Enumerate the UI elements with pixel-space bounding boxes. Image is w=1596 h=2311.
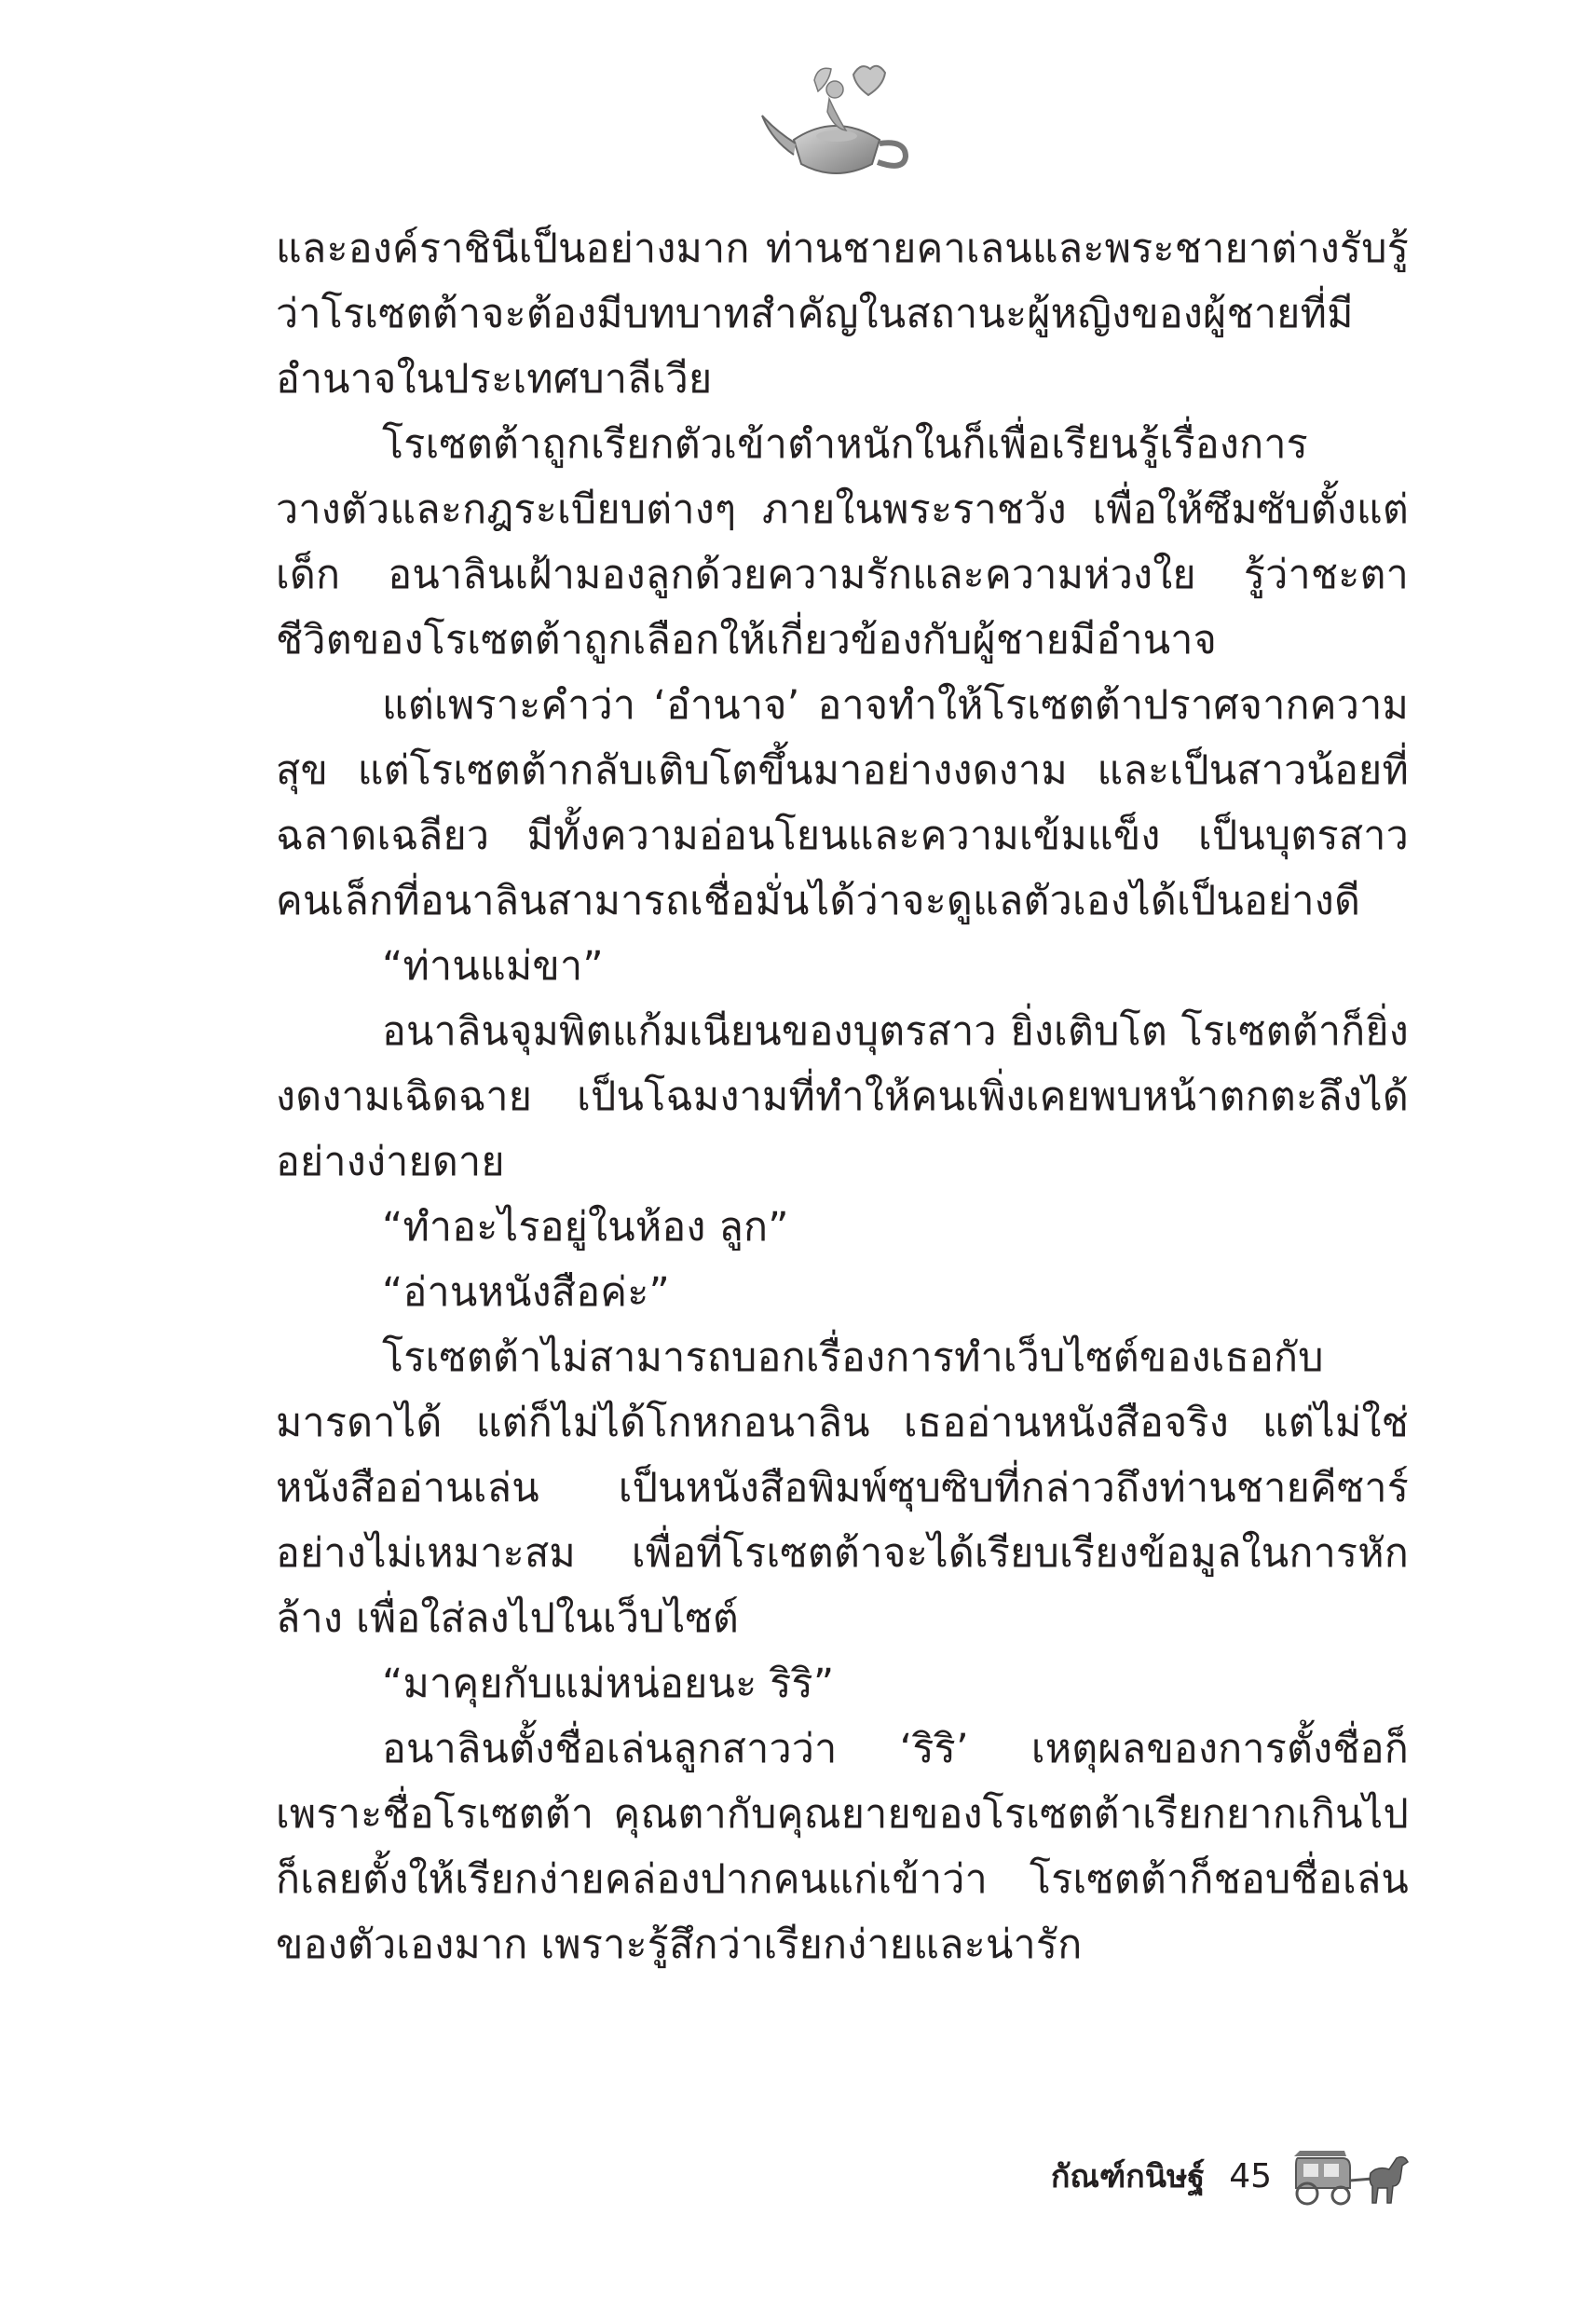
paragraph: โรเซตต้าถูกเรียกตัวเข้าตำหนักในก็เพื่อเรียนรู้เรื่องการวางตัวและกฎระเบียบต่างๆ ภายในพระราชวัง เพื่อให้ซึมซับตั้งแต่เด็ก อนาลินเฝ้ามองลูกด้วยความรักและความห่วงใย รู้ว่าชะตาชีวิตของโรเซตต้าถูกเลือกให้เกี่ยวข้องกับผู้ชายมีอำนาจ	[276, 421, 1409, 663]
page-number: 45	[1229, 2156, 1272, 2195]
dialogue-line: “มาคุยกับแม่หน่อยนะ ริริ”	[382, 1661, 835, 1707]
horse-carriage-icon	[1292, 2145, 1413, 2207]
paragraph: และองค์ราชินีเป็นอย่างมาก ท่านชายคาเลนและพระชายาต่างรับรู้ว่าโรเซตต้าจะต้องมีบทบาทสำคัญในสถานะผู้หญิงของผู้ชายที่มีอำนาจในประเทศบาลีเวีย	[276, 226, 1409, 403]
paragraph: อนาลินตั้งชื่อเล่นลูกสาวว่า ‘ริริ’ เหตุผลของการตั้งชื่อก็เพราะชื่อโรเซตต้า คุณตากับคุณยายของโรเซตต้าเรียกยากเกินไป ก็เลยตั้งให้เรียกง่ายคล่องปากคนแก่เข้าว่า โรเซตต้าก็ชอบชื่อเล่นของตัวเองมาก เพราะรู้สึกว่าเรียกง่ายและน่ารัก	[276, 1726, 1409, 1968]
dialogue-line: “อ่านหนังสือค่ะ”	[382, 1269, 670, 1316]
dialogue-line: “ทำอะไรอยู่ในห้อง ลูก”	[382, 1204, 789, 1251]
body-text	[276, 216, 1409, 1977]
dialogue-line: “ท่านแม่ขา”	[382, 943, 604, 990]
book-title: กัณฑ์กนิษฐ์	[1050, 2158, 1206, 2195]
paragraph: โรเซตต้าไม่สามารถบอกเรื่องการทำเว็บไซต์ของเธอกับมารดาได้ แต่ก็ไม่ได้โกหกอนาลิน เธออ่านหนังสือจริง แต่ไม่ใช่หนังสืออ่านเล่น เป็นหนังสือพิมพ์ซุบซิบที่กล่าวถึงท่านชายคีซาร์อย่างไม่เหมาะสม เพื่อที่โรเซตต้าจะได้เรียบเรียงข้อมูลในการหักล้าง เพื่อใส่ลงไปในเว็บไซต์	[276, 1334, 1409, 1642]
paragraph: อนาลินจุมพิตแก้มเนียนของบุตรสาว ยิ่งเติบโต โรเซตต้าก็ยิ่งงดงามเฉิดฉาย เป็นโฉมงามที่ทำให้คนเพิ่งเคยพบหน้าตกตะลึงได้อย่างง่ายดาย	[276, 1008, 1409, 1185]
cupid-teapot-ornament-icon	[757, 54, 915, 194]
paragraph: แต่เพราะคำว่า ‘อำนาจ’ อาจทำให้โรเซตต้าปราศจากความสุข แต่โรเซตต้ากลับเติบโตขึ้นมาอย่างงดงาม และเป็นสาวน้อยที่ฉลาดเฉลียว มีทั้งความอ่อนโยนและความเข้มแข็ง เป็นบุตรสาวคนเล็กที่อนาลินสามารถเชื่อมั่นได้ว่าจะดูแลตัวเองได้เป็นอย่างดี	[276, 682, 1409, 924]
page-footer	[1051, 2134, 1413, 2218]
